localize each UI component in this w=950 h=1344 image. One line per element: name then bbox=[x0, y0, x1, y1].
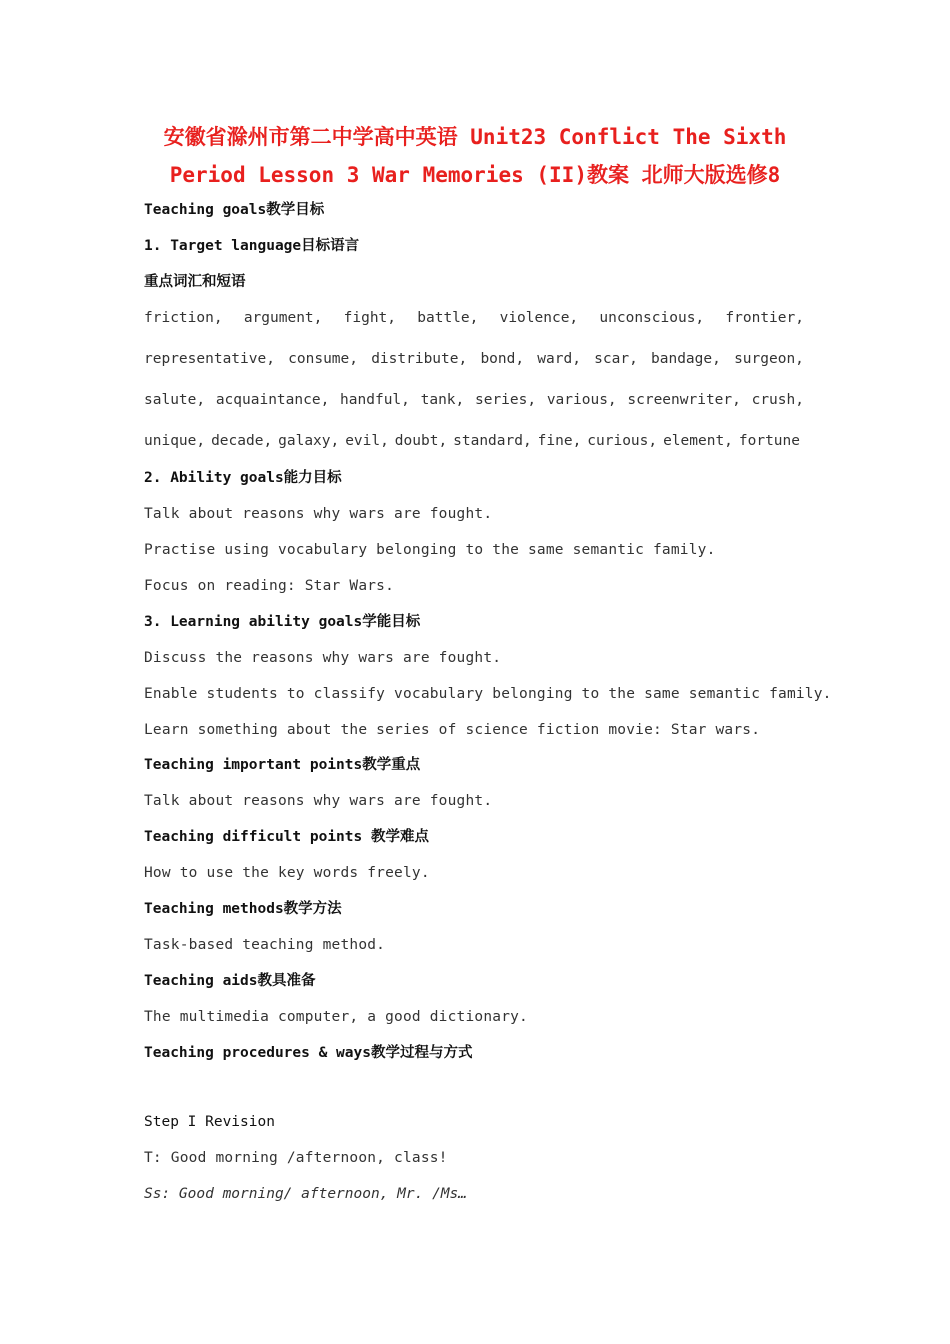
vocab-word: doubt, bbox=[394, 433, 448, 449]
vocab-word: salute, bbox=[144, 392, 206, 408]
step-1-heading: Step I Revision bbox=[144, 1114, 275, 1130]
vocab-word: fight, bbox=[343, 310, 397, 326]
vocab-word: decade, bbox=[211, 433, 273, 449]
ability-item: Talk about reasons why wars are fought. bbox=[144, 506, 493, 522]
title-line-2: Period Lesson 3 War Memories (II)教案 北师大版选修8 bbox=[169, 163, 781, 187]
vocab-word: fortune bbox=[738, 433, 800, 449]
teaching-procedures-heading: Teaching procedures & ways教学过程与方式 bbox=[144, 1045, 473, 1061]
vocab-word: crush, bbox=[751, 392, 804, 408]
teaching-goals-heading: Teaching goals教学目标 bbox=[144, 202, 325, 218]
vocab-word: various, bbox=[546, 392, 617, 408]
vocab-word: surgeon, bbox=[734, 351, 804, 367]
vocab-word: fine, bbox=[537, 433, 582, 449]
vocab-word: ward, bbox=[537, 351, 581, 367]
vocab-word: standard, bbox=[453, 433, 532, 449]
vocab-word: frontier, bbox=[725, 310, 804, 326]
vocab-word: curious, bbox=[587, 433, 658, 449]
key-vocab-heading: 重点词汇和短语 bbox=[144, 274, 246, 290]
vocab-word: unconscious, bbox=[599, 310, 705, 326]
vocab-word: handful, bbox=[340, 392, 410, 408]
difficult-points-heading: Teaching difficult points 教学难点 bbox=[144, 829, 429, 845]
vocab-row-2 bbox=[144, 349, 804, 369]
vocab-word: scar, bbox=[594, 351, 638, 367]
vocab-word: series, bbox=[474, 392, 537, 408]
students-line: Ss: Good morning/ afternoon, Mr. /Ms… bbox=[144, 1186, 468, 1202]
vocab-word: evil, bbox=[345, 433, 389, 449]
title-line-1: 安徽省滁州市第二中学高中英语 Unit23 Conflict The Sixth bbox=[163, 125, 787, 149]
important-points-text: Talk about reasons why wars are fought. bbox=[144, 793, 493, 809]
vocab-row-4 bbox=[144, 431, 800, 451]
learning-item: Discuss the reasons why wars are fought. bbox=[144, 650, 502, 666]
vocab-word: argument, bbox=[243, 310, 323, 326]
vocab-word: screenwriter, bbox=[627, 392, 741, 408]
vocab-row-1 bbox=[144, 308, 804, 328]
vocab-word: galaxy, bbox=[278, 433, 340, 449]
learning-item: Enable students to classify vocabulary belonging to the same semantic family. bbox=[144, 686, 832, 702]
teaching-methods-heading: Teaching methods教学方法 bbox=[144, 901, 342, 917]
teaching-methods-text: Task-based teaching method. bbox=[144, 937, 386, 953]
vocab-word: unique, bbox=[144, 433, 206, 449]
learning-goals-heading: 3. Learning ability goals学能目标 bbox=[144, 614, 421, 630]
ability-item: Focus on reading: Star Wars. bbox=[144, 578, 395, 594]
teacher-line: T: Good morning /afternoon, class! bbox=[144, 1150, 448, 1166]
teaching-aids-heading: Teaching aids教具准备 bbox=[144, 973, 316, 989]
vocab-word: acquaintance, bbox=[215, 392, 330, 408]
ability-item: Practise using vocabulary belonging to the same semantic family. bbox=[144, 542, 716, 558]
vocab-word: tank, bbox=[420, 392, 465, 408]
vocab-word: element, bbox=[663, 433, 733, 449]
vocab-word: friction, bbox=[144, 310, 223, 326]
difficult-points-text: How to use the key words freely. bbox=[144, 865, 430, 881]
vocab-word: violence, bbox=[499, 310, 579, 326]
important-points-heading: Teaching important points教学重点 bbox=[144, 757, 421, 773]
target-language-heading: 1. Target language目标语言 bbox=[144, 238, 360, 254]
learning-item: Learn something about the series of science fiction movie: Star wars. bbox=[144, 722, 761, 738]
vocab-row-3 bbox=[144, 390, 804, 410]
document-title bbox=[120, 118, 830, 194]
vocab-word: consume, bbox=[288, 351, 358, 367]
vocab-word: representative, bbox=[144, 351, 275, 367]
vocab-word: bond, bbox=[480, 351, 525, 367]
vocab-word: distribute, bbox=[371, 351, 468, 367]
ability-goals-heading: 2. Ability goals能力目标 bbox=[144, 470, 342, 486]
vocab-word: battle, bbox=[417, 310, 479, 326]
teaching-aids-text: The multimedia computer, a good dictionary. bbox=[144, 1009, 528, 1025]
vocab-word: bandage, bbox=[651, 351, 721, 367]
